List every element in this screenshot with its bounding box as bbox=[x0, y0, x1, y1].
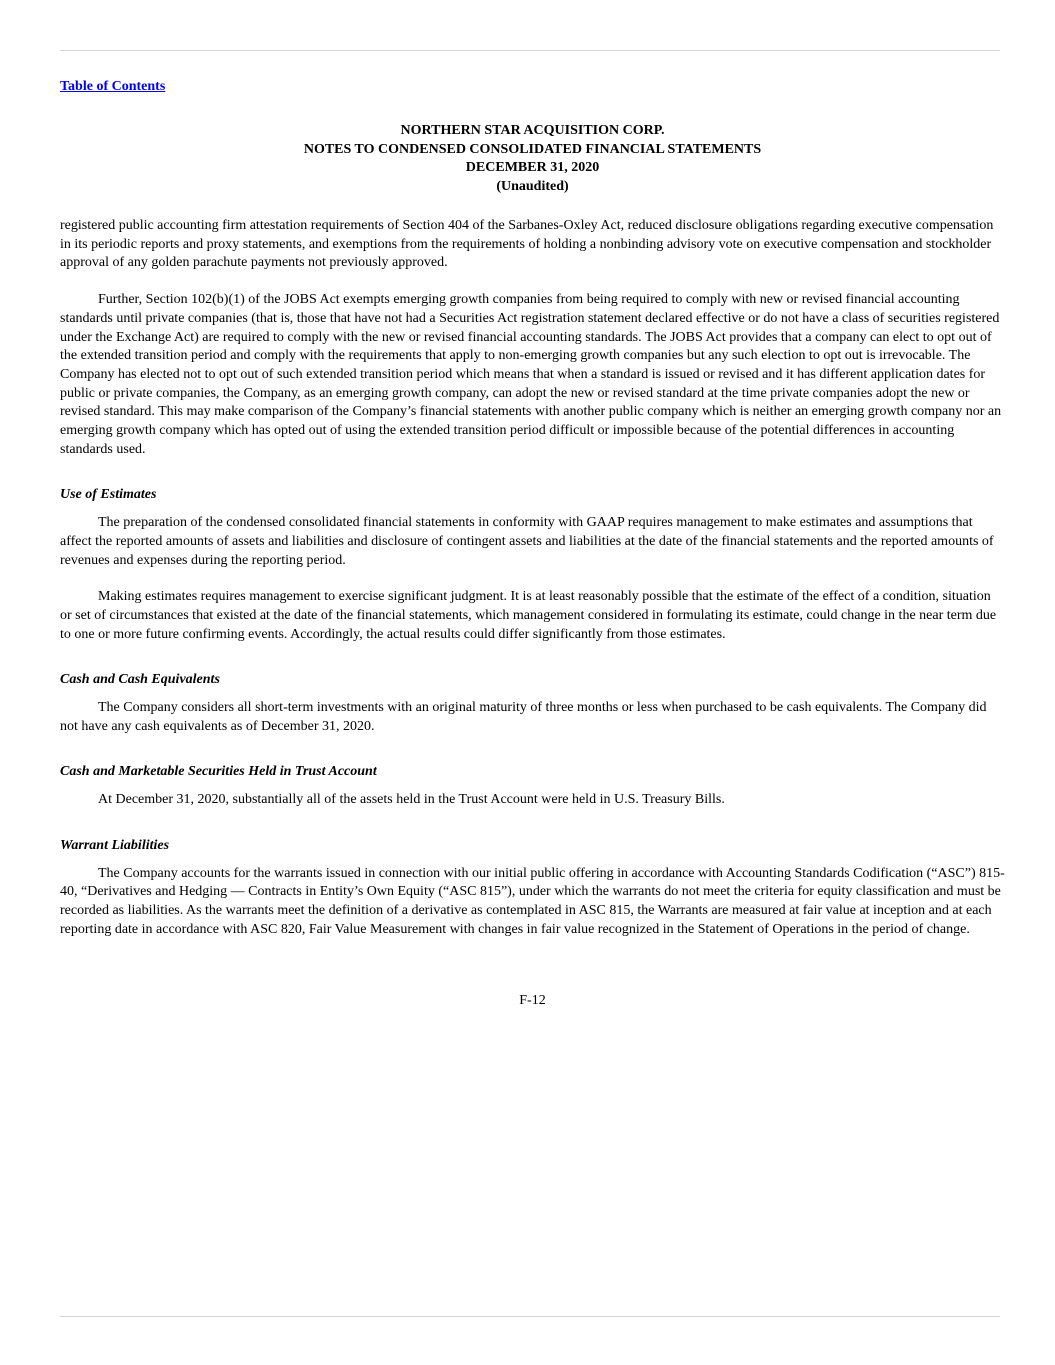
statement-date: DECEMBER 31, 2020 bbox=[465, 160, 600, 176]
page-number: F-12 bbox=[519, 993, 546, 1008]
continued-paragraph: registered public accounting firm attestation requirements of Section 404 of the Sarbanes-Oxley Act, reduced disclosure obligations regarding executive compensation in its periodic reports and proxy statements, and exemptions from the requirements of holding a nonbinding advisory vote on executive compensation and stockholder approval of any golden parachute payments not previously approved. bbox=[60, 218, 994, 271]
jobs-act-paragraph: Further, Section 102(b)(1) of the JOBS Act exempts emerging growth companies from being required to comply with new or revised financial accounting standards until private companies (that is, those that have not had a Securities Act registration statement declared effective or do not have a class of securities registered under the Exchange Act) are required to comply with the new or revised financial accounting standards. The JOBS Act provides that a company can elect to opt out of the extended transition period and comply with the requirements that apply to non-emerging growth companies but any such election to opt out is irrevocable. The Company has elected not to opt out of such extended transition period which means that when a standard is issued or revised and it has different application dates for public or private companies, the Company, as an emerging growth company, can adopt the new or revised standard at the time private companies adopt the new or revised standard. This may make comparison of the Company’s financial statements with another public company which is neither an emerging growth company nor an emerging growth company which has opted out of using the extended transition period difficult or impossible because of the potential differences in accounting standards used. bbox=[60, 292, 1002, 457]
table-of-contents-link[interactable]: Table of Contents bbox=[60, 79, 166, 94]
section-heading-warrant-liabilities: Warrant Liabilities bbox=[60, 837, 170, 853]
section-heading-use-of-estimates: Use of Estimates bbox=[60, 487, 157, 503]
estimates-paragraph-1: The preparation of the condensed consolidated financial statements in conformity with GAAP requires management to make estimates and assumptions that affect the reported amounts of assets and liabilities and disclosure of contingent assets and liabilities at the date of the financial statements and the reported amounts of revenues and expenses during the reporting period. bbox=[60, 515, 994, 568]
document-body bbox=[60, 217, 1005, 939]
trust-account-paragraph: At December 31, 2020, substantially all of the assets held in the Trust Account were held in U.S. Treasury Bills. bbox=[98, 792, 725, 808]
audit-status: (Unaudited) bbox=[496, 179, 569, 195]
bottom-divider bbox=[60, 1316, 1000, 1317]
section-heading-trust-account: Cash and Marketable Securities Held in Trust Account bbox=[60, 764, 377, 780]
document-header bbox=[60, 122, 1005, 197]
top-divider bbox=[60, 50, 1000, 51]
warrant-liabilities-paragraph: The Company accounts for the warrants issued in connection with our initial public offering in accordance with Accounting Standards Codification (“ASC”) 815-40, “Derivatives and Hedging — Contracts in Entity’s Own Equity (“ASC 815”), under which the warrants do not meet the criteria for equity classification and must be recorded as liabilities. As the warrants meet the definition of a derivative as contemplated in ASC 815, the Warrants are measured at fair value at inception and at each reporting date in accordance with ASC 820, Fair Value Measurement with changes in fair value recognized in the Statement of Operations in the period of change. bbox=[60, 865, 1005, 937]
estimates-paragraph-2: Making estimates requires management to exercise significant judgment. It is at least reasonably possible that the estimate of the effect of a condition, situation or set of circumstances that existed at the date of the financial statements, which management considered in formulating its estimate, could change in the near term due to one or more future confirming events. Accordingly, the actual results could differ significantly from those estimates. bbox=[60, 589, 997, 642]
company-name: NORTHERN STAR ACQUISITION CORP. bbox=[400, 123, 665, 138]
cash-equivalents-paragraph: The Company considers all short-term investments with an original maturity of three months or less when purchased to be cash equivalents. The Company did not have any cash equivalents as of December 31, 2020. bbox=[60, 700, 987, 734]
statement-title: NOTES TO CONDENSED CONSOLIDATED FINANCIAL STATEMENTS bbox=[303, 141, 762, 157]
section-heading-cash-equivalents: Cash and Cash Equivalents bbox=[60, 672, 220, 688]
